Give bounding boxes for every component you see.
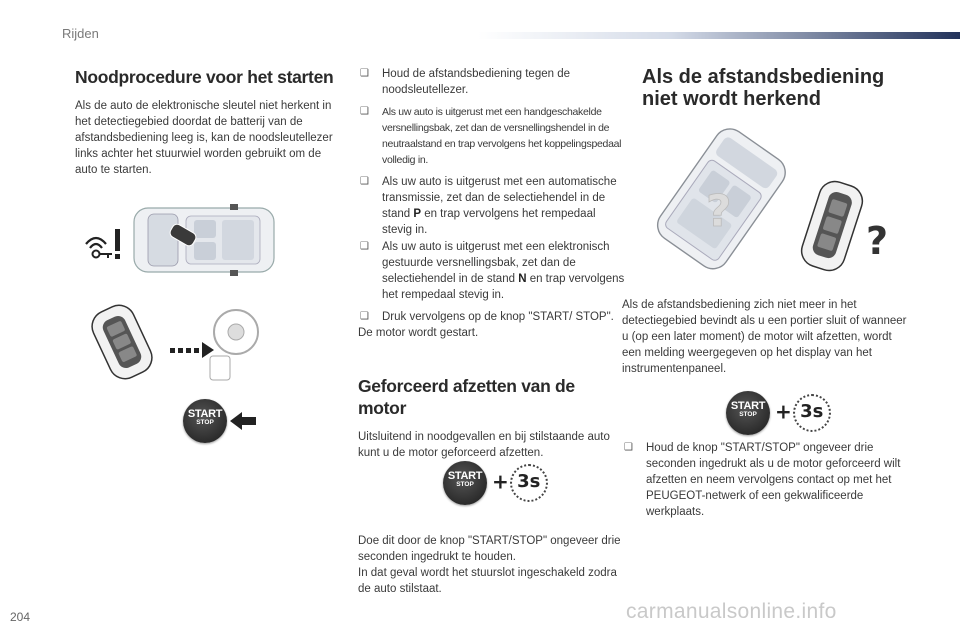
car-question-figure xyxy=(652,128,902,278)
heading-forced-stop: Geforceerd afzetten van de motor xyxy=(358,376,575,418)
header-bar xyxy=(478,32,960,39)
forced-stop-paragraph: Uitsluitend in noodgevallen en bij stilstaande auto kunt u de motor geforceerd afzetten. xyxy=(358,431,610,459)
key-fob xyxy=(87,300,157,384)
car-top-view-figure xyxy=(82,200,282,280)
heading-remote-not-detected: Als de afstandsbediening niet wordt herkend xyxy=(642,66,885,110)
heading-emergency-start: Noodprocedure voor het starten xyxy=(75,67,334,87)
column-3-step xyxy=(622,440,912,520)
key-reader-figure xyxy=(86,298,262,390)
column-1 xyxy=(75,66,337,178)
start-stop-button-icon-2: START STOP xyxy=(443,461,487,505)
column-3 xyxy=(642,66,912,110)
plus-3s-icon-2: + 3s xyxy=(775,394,831,432)
press-arrow-icon xyxy=(228,410,258,432)
plus-3s-icon: + 3s xyxy=(492,464,548,502)
steering-lock-note: In dat geval wordt het stuurslot ingeschakeld zodra de auto stilstaat. xyxy=(358,567,617,595)
key-fob-question xyxy=(797,177,866,274)
intro-paragraph: Als de auto de elektronische sleutel niet herkent in het detectiegebied doordat de batterij van de afstandsbediening leeg is, kan de noodsleutellezer links achter het stuurwiel worden gebruikt om de auto te starten. xyxy=(75,100,333,176)
column-2 xyxy=(358,66,626,597)
arrow-dots xyxy=(170,342,214,358)
steering-wheel xyxy=(210,310,258,380)
column-3-body xyxy=(622,297,912,377)
step-forced-stop: ❑ Houd de knop "START/STOP" ongeveer drie seconden ingedrukt als u de motor geforceerd wilt afzetten en neem vervolgens contact op met het PEUGEOT-netwerk of een gekwalificeerde werkplaats. xyxy=(624,442,901,518)
step-1: ❑ Houd de afstandsbediening tegen de noodsleutellezer. xyxy=(360,68,570,96)
page-number: 204 xyxy=(10,610,31,624)
warning-key-icon xyxy=(86,229,120,259)
start-stop-button-icon: START STOP xyxy=(183,399,227,443)
question-mark-icon-2: ? xyxy=(866,219,889,263)
step-2: ❑ Als uw auto is uitgerust met een handgeschakelde versnellingsbak, zet dan de versnellingshendel in de neutraalstand en trap vervolgens het koppelingspedaal volledig in. xyxy=(360,106,622,166)
watermark: carmanualsonline.info xyxy=(626,600,837,623)
step-4: ❑ Als uw auto is uitgerust met een elektronisch gestuurde versnellingsbak, zet dan de selectiehendel in de stand N en trap vervolgens het rempedaal stevig in. xyxy=(360,241,625,301)
remote-not-detected-paragraph: Als de afstandsbediening zich niet meer in het detectiegebied bevindt als u een portier sluit of wanneer u (op een later moment) de motor wilt afzetten, wordt een melding weergegeven op het display van het instrumentenpaneel. xyxy=(622,299,907,375)
result-text: De motor wordt gestart. xyxy=(358,327,479,339)
forced-stop-instruction: Doe dit door de knop "START/STOP" ongeveer drie seconden ingedrukt te houden. xyxy=(358,535,621,563)
step-3: ❑ Als uw auto is uitgerust met een automatische transmissie, zet dan de selectiehendel in de stand P en trap vervolgens het rempedaal stevig in. xyxy=(360,176,617,236)
car-outline xyxy=(134,204,274,276)
question-mark-icon: ? xyxy=(706,186,732,237)
step-5: ❑ Druk vervolgens op de knop "START/ STOP". xyxy=(360,311,614,323)
start-stop-button-icon-3: START STOP xyxy=(726,391,770,435)
section-label: Rijden xyxy=(62,26,99,41)
